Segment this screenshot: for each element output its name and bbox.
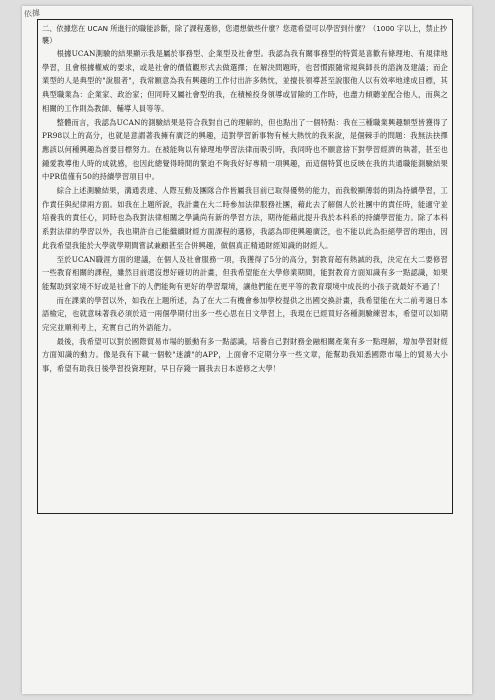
paragraph-5: 而在課業的學習以外，如我在上題所述，為了在大二有機會參加學校提供之出國交換計畫，我希望能在大二前考過日本語檢定，也就意味著我必須於這一兩個學期付出多一些心思在日文學習上，我現在已經買好各種測驗練習本，希望可以如期完完並順利考上，充實自己的外語能力。 [42, 295, 448, 333]
question-prompt: 二、依據您在 UCAN 所進行的職能診斷，除了課程選修，您還想做些什麼？您還希望可以學習到什麼？（1000 字以上，禁止抄襲） [42, 24, 448, 45]
corner-handwritten-note: 依據 [23, 8, 41, 19]
paragraph-6: 最後，我希望可以對於國際貿易市場的脈動有多一點認識，培養自己對財務金融相關產業有多一點理解，增加學習財經方面知識的動力。像是我有下載一個較"迷讀"的APP，上面會不定期分享一些文章，能幫助我知悉國際市場上的貿易大小事，希望有助我日後學習投資理財，早日存錢一圓我去日本遊修之大學！ [42, 336, 448, 374]
paragraph-2: 整體而言，我認為UCAN的測驗結果是符合我對自己的理解的，但也點出了一個特點：我在三種職業興趣類型皆獲得了PR98以上的高分，也就是意謂著我擁有廣泛的興趣，這對學習新事物有極大熱忱的我來說，是個棘手的問題：我無法抉擇應該以何種興趣為首要目標努力。在被能夠以有條理地學習法律而吸引時，我同時也不願意捨下對學習經濟的執著，甚至也鍾愛教導他人時的成就感，也因此總覺得時間的緊迫不夠我好好專精一項興趣，而這個特質也反映在我的共通職能測驗結果中PR值僅有50的持續學習項目中。 [42, 117, 448, 182]
paragraph-1: 根據UCAN測驗的結果顯示我是屬於事務型、企業型及社會型。我認為我有關事務型的特質是喜歡有條理地、有規律地學習，且會根據權威的要求，或是社會的價值觀形式去做選擇；在解決問題時，也習慣跟隨常規與師長的諮詢及建議；而企業型的人是典型的"說服者"，我常願意為我有興趣的工作付出許多熱忱，並擅長領導甚至說服他人以有效率地達成目標，其典型職業為：企業家、政治家；但同時又屬社會型的我，在積極投身領導或冒險的工作時，也盡力傾聽並配合他人，而與之相關的工作則為教師、輔導人員等等。 [42, 49, 448, 113]
paragraph-4: 至於UCAN職涯方面的建議，在個人及社會服務一項，我獲得了5分的高分，對教育超有熱誠的我，決定在大二要修習一些教育相關的課程，雖然目前還沒想好確切的計畫，但我希望能在大學修業期間，能對教育方面知識有多一點認識，如果能幫助到家境不好或是社會下的人們能夠有更好的學習環境，讓他們能在更平等的教育環境中成長的小孩子就最好不過了！ [42, 254, 448, 291]
answer-body [42, 47, 448, 376]
paragraph-3: 綜合上述測驗結果，溝通表達、人際互動及團隊合作皆屬我目前已取得優勢的能力，而我較顯薄弱的則為持續學習，工作責任與紀律兩方面。如我在上題所說，我計畫在大二時參加法律服務社團，藉此去了解個人於社團中的責任時，能適守並培養我的責任心，同時也為我對法律相關之學識尚有新的學習方法，期待能藉此提升我於本科系的持續學習能力。除了本科系對法律的學習以外，我也期許自己能繼續財經方面課程的選修，我認為即使興趣廣泛，也不能以此為拒絕學習的理由，因此我希望我能於大學就學期間嘗試兼顧甚至合併興趣，做個真正精通財經知識的財經人。 [42, 186, 448, 250]
scanned-page [22, 6, 472, 694]
answer-sheet [37, 19, 453, 514]
